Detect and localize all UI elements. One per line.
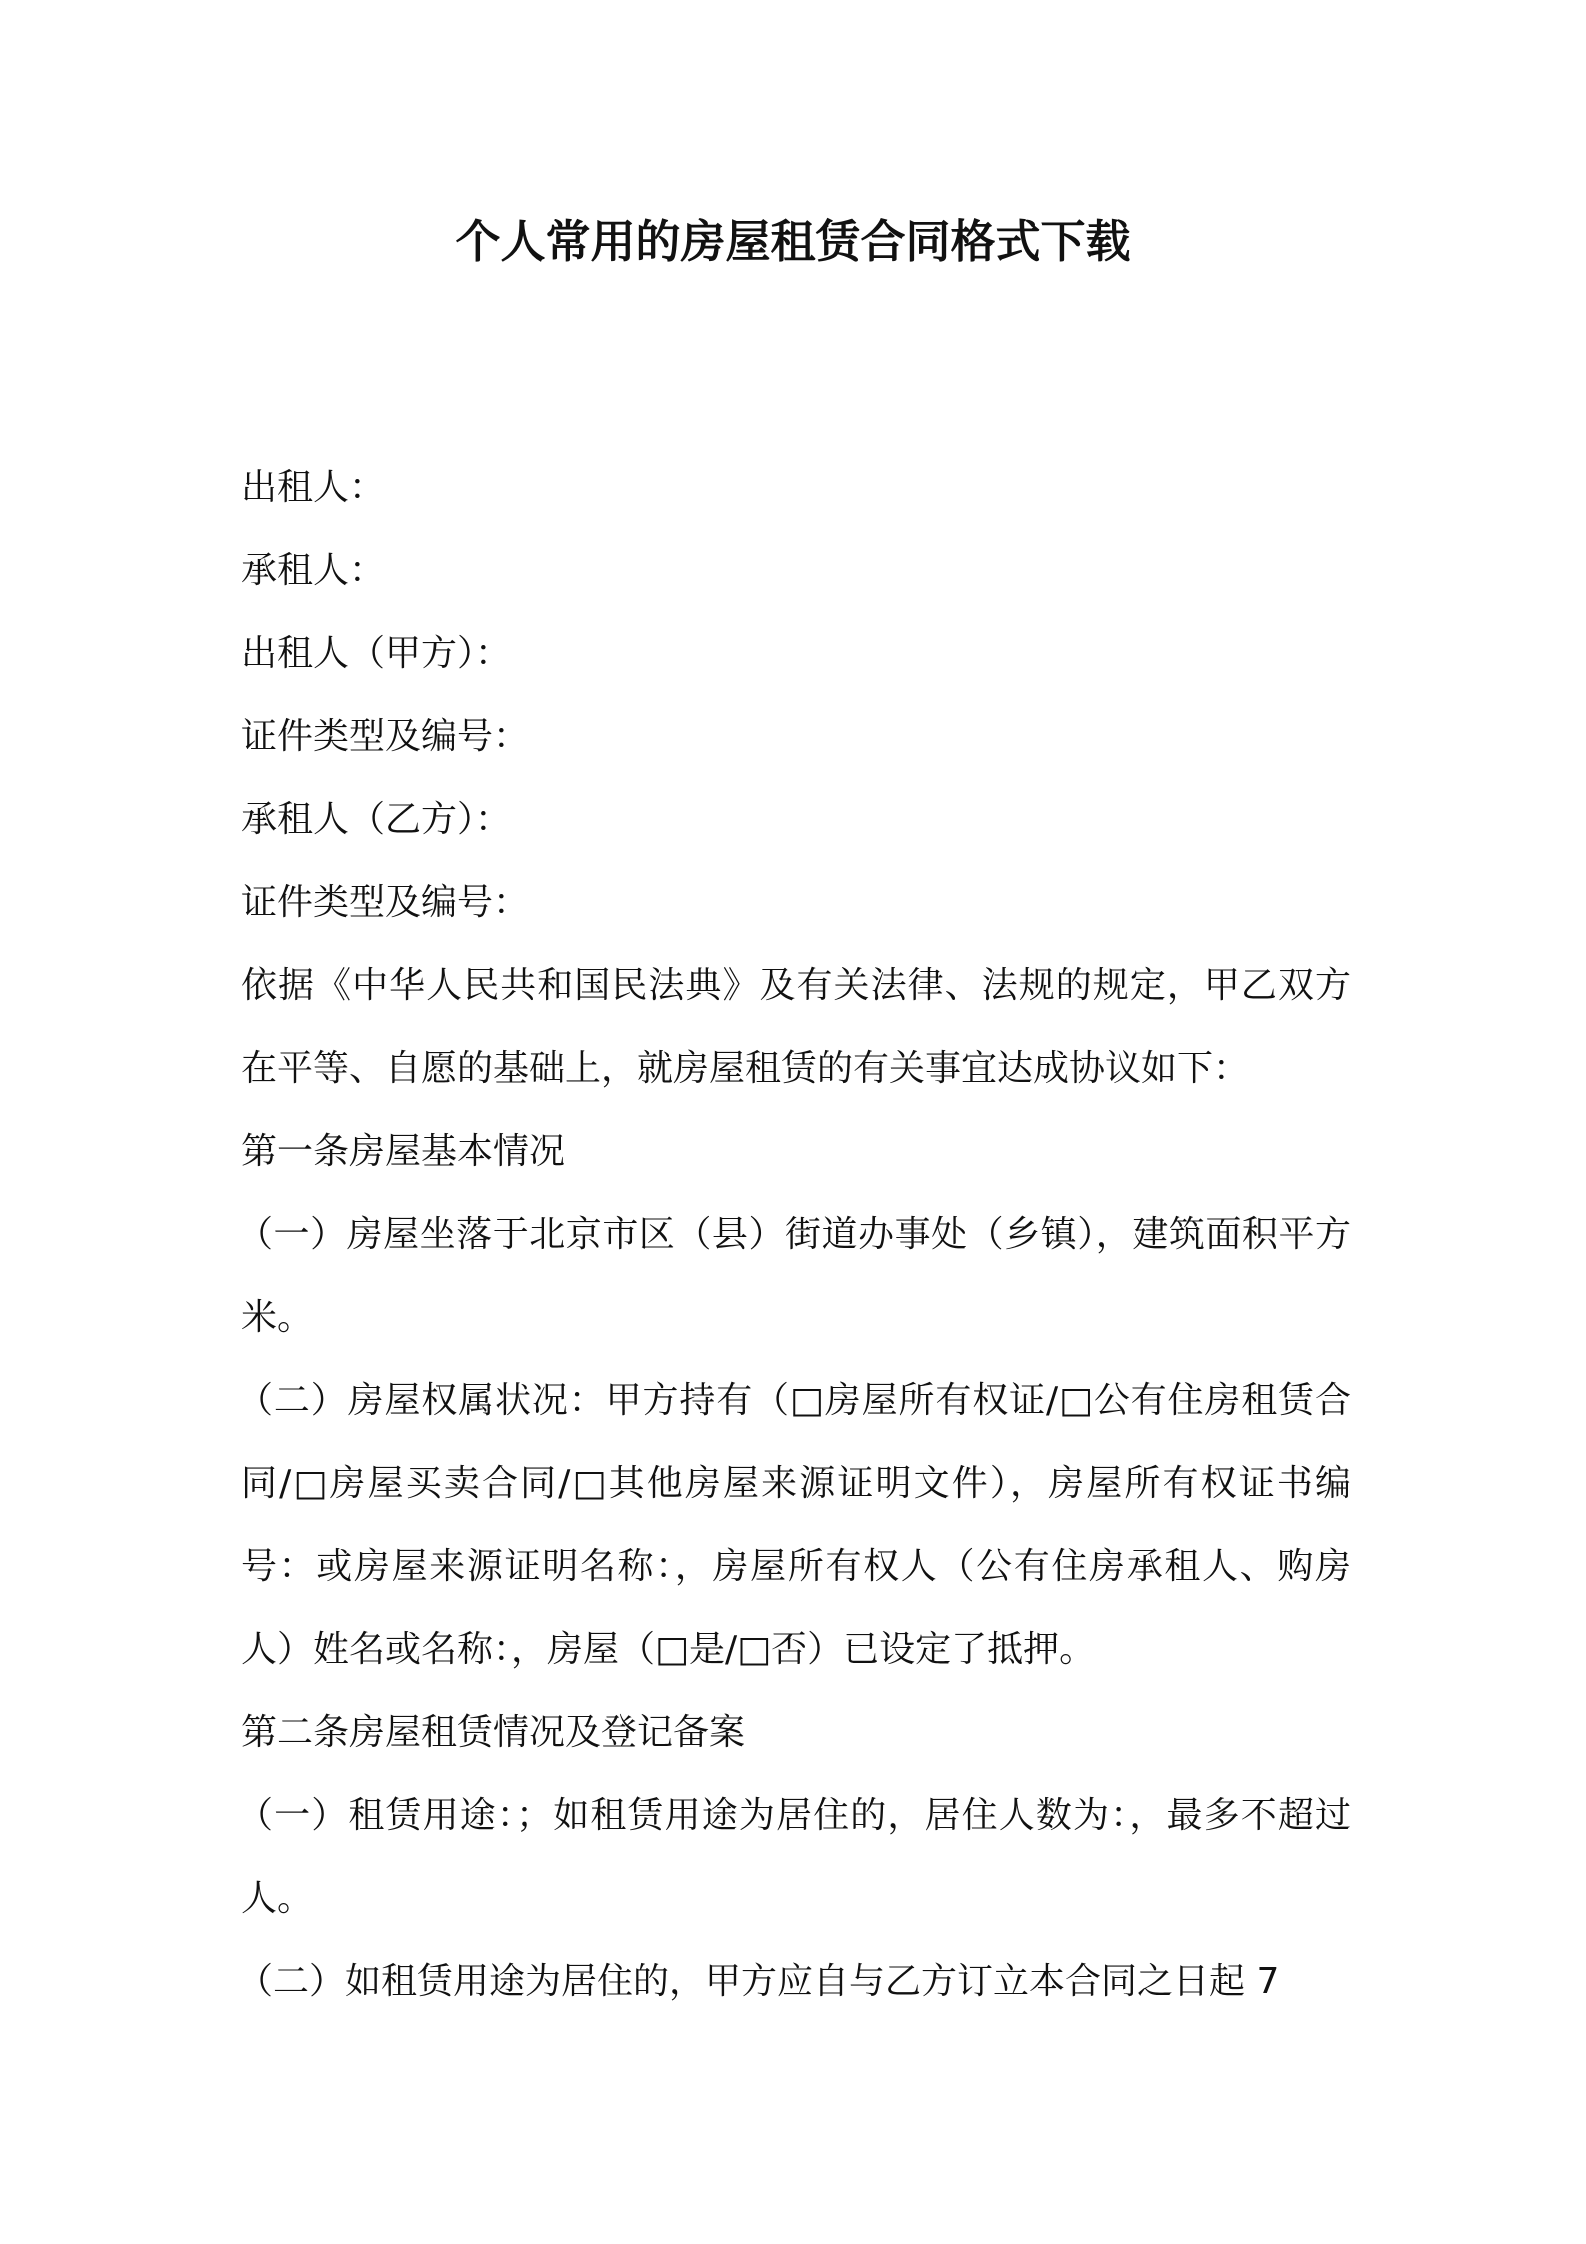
party-b-id-line: 证件类型及编号： [241, 882, 530, 923]
document-body [237, 446, 1351, 2023]
article-one-item-one: （一）房屋坐落于北京市区（县）街道办事处（乡镇），建筑面积平方米。 [237, 1214, 1351, 1338]
article-two-item-one: （一）租赁用途：；如租赁用途为居住的，居住人数为：，最多不超过人。 [237, 1795, 1351, 1919]
party-b-line: 承租人（乙方）： [241, 799, 512, 840]
lessor-line: 出租人： [241, 467, 386, 508]
legal-basis-paragraph: 依据《中华人民共和国民法典》及有关法律、法规的规定，甲乙双方在平等、自愿的基础上，就房屋租赁的有关事宜达成协议如下： [241, 965, 1351, 1089]
article-one-item-two: （二）房屋权属状况：甲方持有（□房屋所有权证/□公有住房租赁合同/□房屋买卖合同/□其他房屋来源证明文件），房屋所有权证书编号：或房屋来源证明名称：，房屋所有权人（公有住房承租人、购房人）姓名或名称：，房屋（□是/□否）已设定了抵押。 [237, 1380, 1351, 1670]
party-a-id-line: 证件类型及编号： [241, 716, 530, 757]
party-a-line: 出租人（甲方）： [241, 633, 512, 674]
article-one-heading: 第一条房屋基本情况 [241, 1131, 566, 1172]
lessee-line: 承租人： [241, 550, 386, 591]
article-two-item-two: （二）如租赁用途为居住的，甲方应自与乙方订立本合同之日起 7 [237, 1961, 1280, 2002]
article-two-heading: 第二条房屋租赁情况及登记备案 [241, 1712, 746, 1753]
document-title: 个人常用的房屋租赁合同格式下载 [455, 215, 1131, 268]
